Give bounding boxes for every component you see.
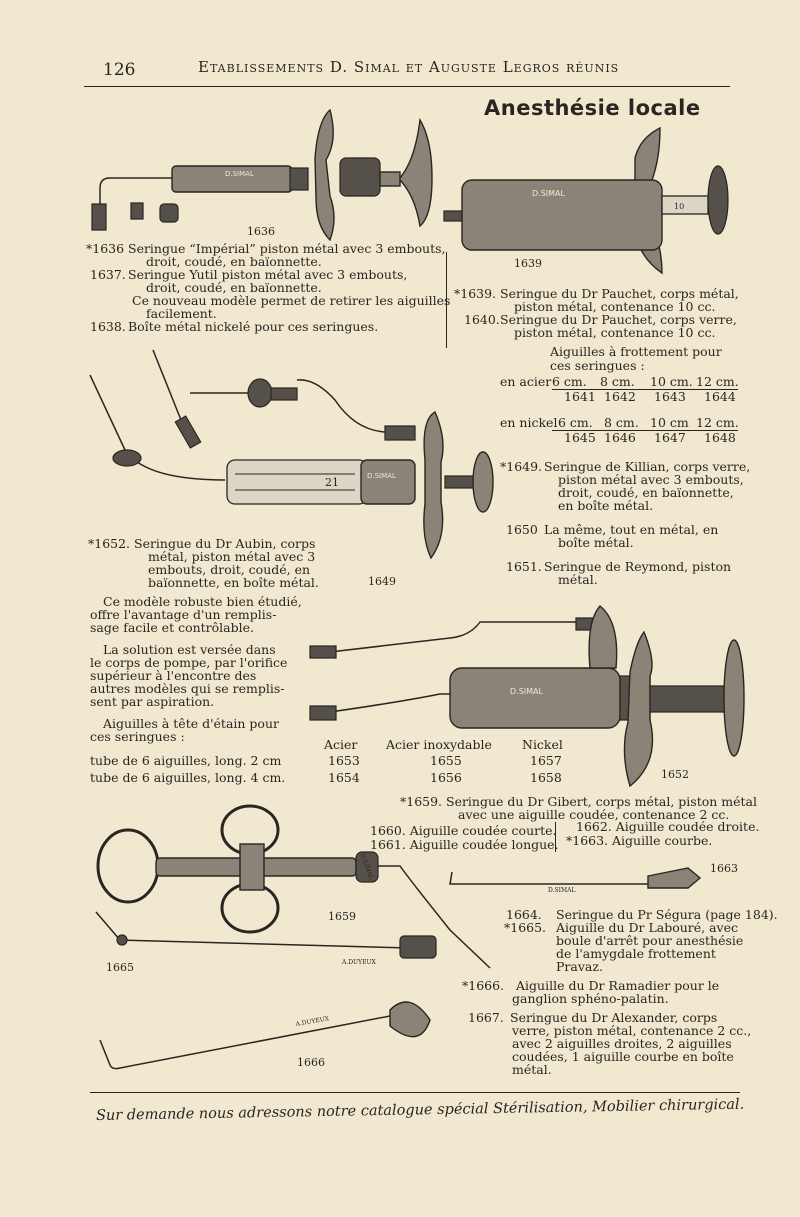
item-1652-aubin: [88, 537, 338, 589]
needles-header: 12 cm.: [696, 415, 739, 430]
item-1637-cont: droit, coudé, en baïonnette.: [146, 280, 322, 295]
figure-label-1665: 1665: [106, 961, 134, 974]
needle-1660: 1660. Aiguille coudée courte.: [370, 823, 557, 838]
item-1667-line: avec 2 aiguilles droites, 2 aiguilles: [512, 1036, 732, 1051]
item-text: Aiguille du Dr Ramadier pour le: [516, 978, 720, 993]
item-text: Seringue du Dr Alexander, corps: [510, 1010, 718, 1025]
needles-header: 8 cm.: [600, 374, 635, 389]
needle-brand-engraving: D.SIMAL: [548, 887, 576, 894]
needles-value: 1648: [704, 430, 736, 445]
item-1637-note-cont: facilement.: [146, 306, 217, 321]
item-text: Seringue “Impérial” piston métal avec 3 embouts,: [128, 241, 446, 256]
items-1649-1651: [500, 460, 750, 586]
needles-value: 1646: [604, 430, 636, 445]
item-number: 1651.: [506, 559, 542, 574]
needles-header: 10 cm: [650, 415, 689, 430]
item-1636-cont: droit, coudé, en baïonnette.: [146, 254, 322, 269]
item-number: *1659.: [400, 794, 443, 809]
item-1649-line: en boîte métal.: [558, 498, 654, 513]
item-1651: [500, 560, 750, 573]
needles-header: 6 cm.: [552, 374, 587, 389]
item-text: Seringue du Dr Gibert, corps métal, piston métal: [446, 794, 758, 809]
item-number: *1665.: [504, 920, 547, 935]
syringe-scale-mark: 21: [325, 476, 339, 489]
needles-row-acier: [500, 375, 740, 389]
item-1667-line: coudées, 1 aiguille courbe en boîte: [512, 1049, 734, 1064]
aubin-para3-line: Aiguilles à tête d'étain pour: [103, 716, 279, 731]
figure-label-1652: 1652: [661, 768, 689, 781]
aubin-para2-line: autres modèles qui se remplis-: [90, 681, 285, 696]
aubin-para1-line: sage facile et contrôlable.: [90, 620, 255, 635]
item-1652-line: métal, piston métal avec 3: [148, 549, 316, 564]
item-1667-line: métal.: [512, 1062, 552, 1077]
footer-note: Sur demande nous adressons notre catalogue spécial Stérilisation, Mobilier chirurgical.: [95, 1096, 745, 1124]
needles-value: 1643: [654, 389, 686, 404]
figure-label-1636: 1636: [247, 225, 275, 238]
maker-engraving: A.DUYEUX: [342, 959, 376, 966]
footer-rule: [90, 1092, 740, 1093]
item-text: Seringue du Dr Pauchet, corps métal,: [500, 286, 739, 301]
gibert-divider: [555, 822, 556, 852]
tube-value: 1656: [430, 770, 462, 785]
aubin-para2-line: sent par aspiration.: [90, 694, 215, 709]
item-number: 1650: [506, 522, 538, 537]
header-rule: [84, 86, 730, 87]
needles-header: 6 cm.: [558, 415, 593, 430]
item-number: *1652.: [88, 536, 131, 551]
needles-title: Aiguilles à frottement pour ces seringues :: [550, 344, 722, 373]
needles-row-label: en nickel: [500, 415, 558, 430]
figure-label-1649: 1649: [368, 575, 396, 588]
item-1652-line: baïonnette, en boîte métal.: [148, 575, 319, 590]
needles-value: 1641: [564, 389, 596, 404]
item-number: 1667.: [468, 1010, 504, 1025]
item-number: *1666.: [462, 978, 505, 993]
items-1639-1640: [454, 287, 754, 339]
aubin-para3-line: ces seringues :: [90, 729, 185, 744]
syringe-1639-illustration: [440, 128, 760, 298]
syringe-brand-engraving: D.SIMAL: [510, 687, 543, 696]
page-number: 126: [103, 60, 136, 80]
item-1651-line: métal.: [558, 572, 598, 587]
syringe-1636-illustration: [0, 100, 440, 250]
item-number: 1637.: [90, 267, 126, 282]
needles-value: 1647: [654, 430, 686, 445]
item-1664: 1664. Seringue du Pr Ségura (page 184).: [506, 907, 778, 922]
item-text: Seringue du Pr Ségura (page 184).: [556, 907, 778, 922]
item-text: Aiguille du Dr Labouré, avec: [556, 920, 739, 935]
tube-value: 1654: [328, 770, 360, 785]
needles-table: [500, 375, 740, 445]
needles-value: 1644: [704, 389, 736, 404]
tube-row-label: tube de 6 aiguilles, long. 2 cm: [90, 753, 282, 768]
item-text: Boîte métal nickelé pour ces seringues.: [128, 319, 379, 334]
item-1665-line: de l'amygdale frottement: [556, 946, 716, 961]
items-1636-1638: [86, 241, 451, 334]
item-1667-line: verre, piston métal, contenance 2 cc.,: [512, 1023, 752, 1038]
item-number: 1640.: [464, 312, 500, 327]
aubin-para2-line: La solution est versée dans: [103, 642, 276, 657]
item-1666-line: ganglion sphéno-palatin.: [512, 991, 669, 1006]
item-text: Seringue de Reymond, piston: [544, 559, 732, 574]
item-1640-cont: piston métal, contenance 10 cc.: [514, 325, 716, 340]
figure-label-1639: 1639: [514, 257, 542, 270]
needles-value: 1642: [604, 389, 636, 404]
item-1665-line: Pravaz.: [556, 959, 603, 974]
needles-header: 8 cm.: [604, 415, 639, 430]
item-text: La même, tout en métal, en: [544, 522, 719, 537]
item-text: Seringue du Dr Pauchet, corps verre,: [500, 312, 737, 327]
item-1659-line: avec une aiguille coudée, contenance 2 cc.: [458, 807, 730, 822]
tube-value: 1658: [530, 770, 562, 785]
aubin-para2-line: le corps de pompe, par l'orifice: [90, 655, 288, 670]
tube-row-label: tube de 6 aiguilles, long. 4 cm.: [90, 770, 286, 785]
item-1638: [86, 320, 446, 333]
needles-header: 10 cm.: [650, 374, 693, 389]
aubin-description: [90, 594, 303, 744]
syringe-brand-engraving: D.SIMAL: [367, 472, 396, 480]
gibert-needles-right: [566, 819, 760, 848]
item-1637-note: Ce nouveau modèle permet de retirer les aiguilles: [132, 293, 451, 308]
item-number: 1638.: [90, 319, 126, 334]
item-text: Seringue du Dr Aubin, corps: [134, 536, 316, 551]
item-1636: [86, 242, 446, 255]
item-text: Seringue Yutil piston métal avec 3 embouts,: [128, 267, 408, 282]
syringe-brand-engraving: D.SIMAL: [358, 852, 375, 881]
maker-engraving: A.DUYEUX: [295, 1015, 330, 1028]
figure-label-1659: 1659: [328, 910, 356, 923]
tube-table: [90, 738, 590, 788]
aubin-para2-line: supérieur à l'encontre des: [90, 668, 257, 683]
needle-1663-illustration: [448, 858, 718, 898]
tube-value: 1655: [430, 753, 462, 768]
item-1652-line: embouts, droit, coudé, en: [148, 562, 311, 577]
item-1650-line: boîte métal.: [558, 535, 634, 550]
tube-table-header: [90, 738, 590, 754]
tube-value: 1657: [530, 753, 562, 768]
needles-values-nickel: [500, 431, 740, 445]
needle-1662: 1662. Aiguille coudée droite.: [576, 819, 760, 834]
item-1649-line: piston métal avec 3 embouts,: [558, 472, 744, 487]
aubin-para1-line: Ce modèle robuste bien étudié,: [103, 594, 302, 609]
tube-header-acier: Acier: [324, 737, 358, 752]
syringe-brand-engraving: D.SIMAL: [225, 170, 254, 178]
syringe-1659-illustration: [90, 800, 510, 1090]
tube-table-row: [90, 771, 590, 788]
needles-values-acier: [500, 390, 740, 404]
needles-value: 1645: [564, 430, 596, 445]
item-number: *1639.: [454, 286, 497, 301]
syringe-scale-mark: 10: [674, 202, 685, 211]
tube-header-nickel: Nickel: [522, 737, 563, 752]
syringe-brand-engraving: D.SIMAL: [532, 189, 565, 198]
item-1649-line: droit, coudé, en baïonnette,: [558, 485, 734, 500]
figure-label-1666: 1666: [297, 1056, 325, 1069]
tube-header-inox: Acier inoxydable: [386, 737, 492, 752]
figure-label-1663: 1663: [710, 862, 738, 875]
item-1639-cont: piston métal, contenance 10 cc.: [514, 299, 716, 314]
item-text: Seringue de Killian, corps verre,: [544, 459, 751, 474]
needle-1663: *1663. Aiguille courbe.: [566, 833, 713, 848]
item-number: *1636: [86, 241, 125, 256]
needle-1661: 1661. Aiguille coudée longue.: [370, 837, 559, 852]
tube-value: 1653: [328, 753, 360, 768]
items-1664-1667: [462, 907, 778, 1077]
aubin-para1-line: offre l'avantage d'un remplis-: [90, 607, 277, 622]
section-title: Anesthésie locale: [484, 96, 701, 120]
tube-table-row: [90, 754, 590, 771]
needles-row-nickel: [500, 416, 740, 430]
item-1665-line: boule d'arrêt pour anesthésie: [556, 933, 744, 948]
needles-header: 12 cm.: [696, 374, 739, 389]
column-divider: [446, 252, 447, 348]
needles-row-label: en acier: [500, 374, 552, 389]
item-number: *1649.: [500, 459, 543, 474]
running-title: Etablissements D. Simal et Auguste Legros réunis: [198, 58, 620, 76]
